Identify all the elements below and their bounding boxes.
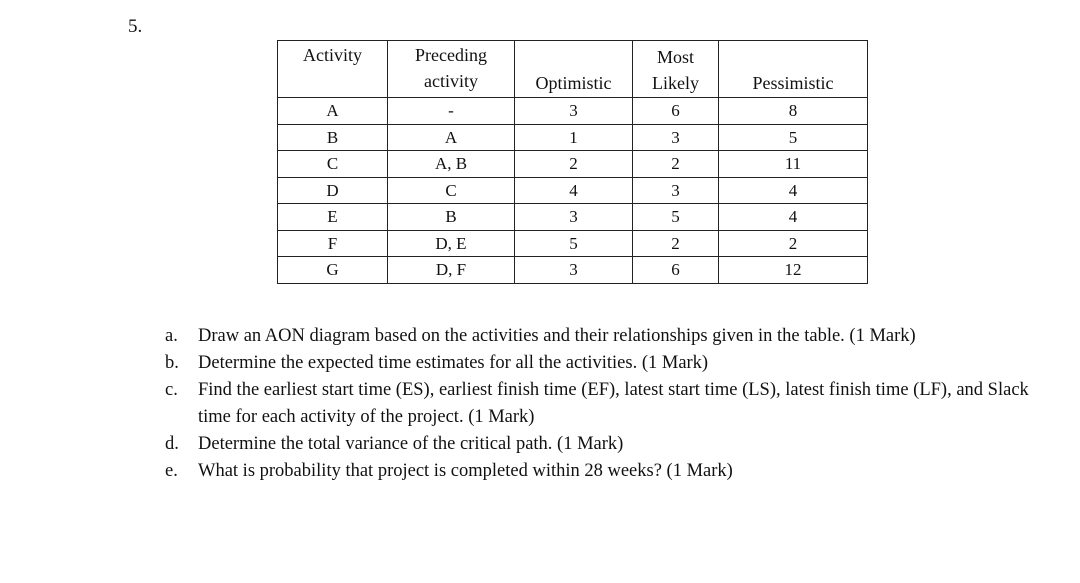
subquestion-text: What is probability that project is completed within 28 weeks? (1 Mark) [198, 461, 733, 481]
header-most-likely-line2: Likely [652, 73, 699, 93]
table-row [278, 177, 868, 204]
cell-activity: E [278, 204, 388, 231]
cell-pessimistic: 4 [719, 204, 868, 231]
subquestion-b [160, 350, 1040, 377]
cell-optimistic: 3 [515, 204, 633, 231]
table-header-row [278, 41, 868, 98]
subquestion-marker: c. [165, 380, 178, 400]
subquestion-text: Find the earliest start time (ES), earliest finish time (EF), latest start time (LS), latest finish time (LF), and Slack time for each activity of the project. (1 Mark) [198, 380, 1029, 427]
cell-pessimistic: 8 [719, 98, 868, 125]
cell-pessimistic: 2 [719, 230, 868, 257]
cell-most-likely: 2 [633, 230, 719, 257]
header-pessimistic: Pessimistic [719, 41, 868, 98]
cell-activity: A [278, 98, 388, 125]
question-number: 5. [128, 16, 143, 37]
cell-activity: F [278, 230, 388, 257]
cell-most-likely: 2 [633, 151, 719, 178]
cell-optimistic: 3 [515, 98, 633, 125]
cell-preceding: D, E [388, 230, 515, 257]
activity-table [277, 40, 868, 284]
cell-most-likely: 3 [633, 177, 719, 204]
subquestion-e [160, 458, 1040, 485]
cell-optimistic: 1 [515, 124, 633, 151]
cell-pessimistic: 4 [719, 177, 868, 204]
subquestion-marker: b. [165, 353, 179, 373]
cell-most-likely: 6 [633, 98, 719, 125]
subquestion-marker: e. [165, 461, 178, 481]
subquestion-marker: d. [165, 434, 179, 454]
header-preceding-line1: Preceding [415, 45, 487, 65]
subquestion-list [160, 323, 1040, 485]
table-row [278, 257, 868, 284]
header-optimistic: Optimistic [515, 41, 633, 98]
header-preceding-line2: activity [424, 71, 478, 91]
header-most-likely-line1: Most [656, 47, 694, 67]
cell-preceding: D, F [388, 257, 515, 284]
subquestion-text: Draw an AON diagram based on the activities and their relationships given in the table. (1 Mark) [198, 326, 916, 346]
table-row [278, 230, 868, 257]
header-activity: Activity [278, 41, 388, 98]
cell-activity: B [278, 124, 388, 151]
table-row [278, 151, 868, 178]
table-row [278, 98, 868, 125]
table-row [278, 204, 868, 231]
cell-most-likely: 6 [633, 257, 719, 284]
cell-most-likely: 5 [633, 204, 719, 231]
subquestion-c [160, 377, 1040, 431]
cell-most-likely: 3 [633, 124, 719, 151]
subquestion-marker: a. [165, 326, 178, 346]
cell-preceding: C [388, 177, 515, 204]
cell-pessimistic: 5 [719, 124, 868, 151]
table-row [278, 124, 868, 151]
cell-optimistic: 2 [515, 151, 633, 178]
cell-preceding: A, B [388, 151, 515, 178]
cell-optimistic: 3 [515, 257, 633, 284]
cell-pessimistic: 11 [719, 151, 868, 178]
cell-optimistic: 5 [515, 230, 633, 257]
cell-pessimistic: 12 [719, 257, 868, 284]
subquestion-text: Determine the total variance of the critical path. (1 Mark) [198, 434, 624, 454]
cell-activity: D [278, 177, 388, 204]
cell-activity: G [278, 257, 388, 284]
cell-optimistic: 4 [515, 177, 633, 204]
cell-preceding: A [388, 124, 515, 151]
subquestion-text: Determine the expected time estimates for all the activities. (1 Mark) [198, 353, 709, 373]
header-most-likely [633, 41, 719, 98]
cell-activity: C [278, 151, 388, 178]
subquestion-d [160, 431, 1040, 458]
cell-preceding: B [388, 204, 515, 231]
cell-preceding: - [388, 98, 515, 125]
subquestion-a [160, 323, 1040, 350]
header-preceding-activity [388, 41, 515, 98]
